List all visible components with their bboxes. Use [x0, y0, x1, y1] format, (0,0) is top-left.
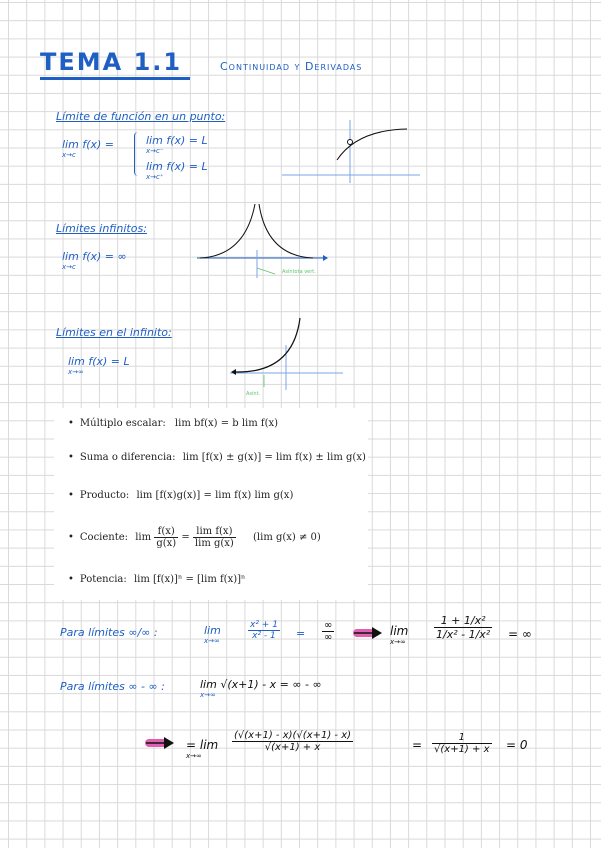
section-title-limit-point: Límite de función en un punto: [56, 110, 226, 123]
brace [134, 132, 138, 176]
asymptote-note: Asíntota vert. [282, 269, 316, 275]
property-quotient: • Cociente: lim $\frac{f(x)}{g(x)}$ = $\frac{\text{lim f(x)}}{\text{lim g(x)}}$ (lim g(x) ≠ 0) [68, 526, 321, 549]
section-title-infinite-limits: Límites infinitos: [56, 222, 147, 235]
indet1-lim: lim x→∞ [204, 624, 221, 645]
limit-right-line: lim f(x) = L x→c⁺ [146, 160, 208, 181]
indet2-result: = 0 [506, 738, 528, 752]
indet1-fraction: $\frac{\text{x² + 1}}{\text{x² - 1}}$ [250, 620, 278, 641]
arrow-right-icon-2 [144, 736, 176, 750]
limit-properties-box [54, 408, 368, 600]
limit-infinity-expr: lim f(x) = L x→∞ [68, 355, 130, 376]
indet1-inf-frac: $\frac{\infty}{\infty}$ [324, 620, 333, 643]
page-title: TEMA 1.1 [40, 48, 183, 76]
title-underline [40, 77, 190, 80]
asymptote-note-2: Asínt. [246, 391, 261, 397]
section-title-limits-infinity: Límites en el infinito: [56, 326, 172, 339]
indet1-eq: = [296, 627, 306, 640]
property-product: • Producto: lim [f(x)g(x)] = lim f(x) lim g(x) [68, 490, 294, 501]
indet1-result: = ∞ [508, 627, 532, 641]
indet-inf-over-inf-label: Para límites ∞/∞ : [60, 626, 158, 639]
page-subtitle: Continuidad y Derivadas [220, 60, 363, 73]
property-sum: • Suma o diferencia: lim [f(x) ± g(x)] = lim f(x) ± lim g(x) [68, 452, 366, 463]
indet2-eq: = [412, 738, 423, 752]
limit-point-lhs: lim f(x) = x→c [62, 138, 115, 159]
indet1-lim2: lim x→∞ [390, 624, 409, 646]
indet2-fraction: $\frac{(√(x+1) - x)(√(x+1) - x)}{√(x+1) + x}$ [234, 730, 352, 753]
indet2-expr: lim √(x+1) - x = ∞ - ∞ x→∞ [200, 678, 322, 699]
property-power: • Potencia: lim [f(x)]ⁿ = [lim f(x)]ⁿ [68, 574, 246, 585]
indet1-fraction2: $\frac{\text{1 + 1/x²}}{\text{1/x² - 1/x²}}$ [436, 614, 491, 641]
limit-left-line: lim f(x) = L x→c⁻ [146, 134, 208, 155]
infinite-limit-expr: lim f(x) = ∞ x→c [62, 250, 127, 271]
limit-infinity-graph [228, 315, 348, 395]
indet-inf-minus-inf-label: Para límites ∞ - ∞ : [60, 680, 165, 693]
property-scalar: • Múltiplo escalar: lim bf(x) = b lim f(x) [68, 418, 279, 429]
arrow-right-icon [352, 626, 384, 640]
indet2-fraction2: $\frac{1}{√(x+1) + x}$ [434, 732, 490, 755]
limit-point-graph [282, 115, 422, 185]
indet2-lim: = lim x→∞ [186, 738, 219, 760]
